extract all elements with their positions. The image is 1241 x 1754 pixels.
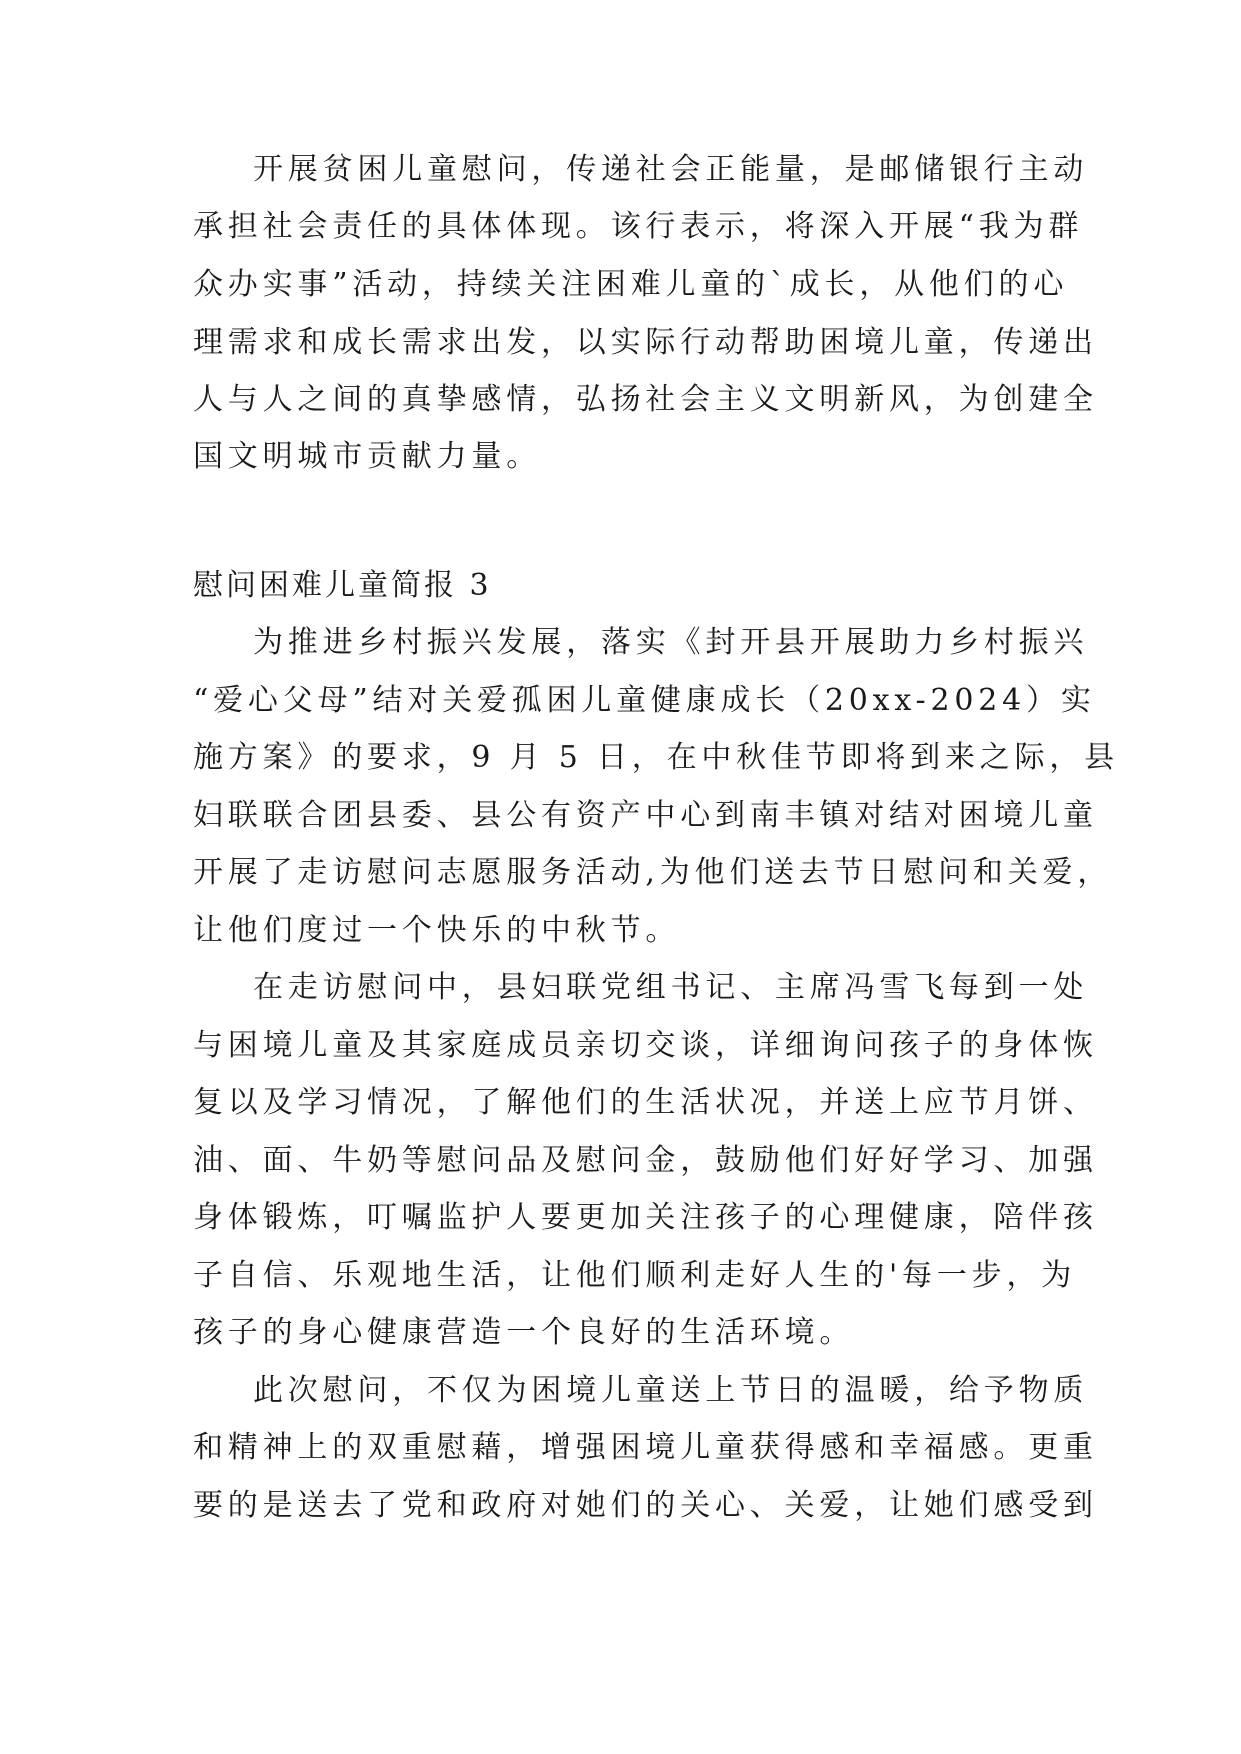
paragraph-3-line-2: 与困境儿童及其家庭成员亲切交谈，详细询问孩子的身体恢 — [193, 1028, 1098, 1063]
paragraph-2-line-4: 妇联联合团县委、县公有资产中心到南丰镇对结对困境儿童 — [193, 798, 1098, 833]
paragraph-4-line-2: 和精神上的双重慰藉，增强困境儿童获得感和幸福感。更重 — [193, 1430, 1098, 1465]
paragraph-3-line-4: 油、面、牛奶等慰问品及慰问金，鼓励他们好好学习、加强 — [193, 1143, 1098, 1178]
paragraph-2-line-1: 为推进乡村振兴发展，落实《封开县开展助力乡村振兴 — [253, 625, 1089, 660]
paragraph-3-line-3: 复以及学习情况，了解他们的生活状况，并送上应节月饼、 — [193, 1085, 1098, 1120]
paragraph-2-line-5: 开展了走访慰问志愿服务活动,为他们送去节日慰问和关爱， — [193, 855, 1113, 890]
paragraph-1-line-2: 承担社会责任的具体体现。该行表示，将深入开展“我为群 — [193, 209, 1084, 244]
paragraph-1-line-3: 众办实事”活动，持续关注困难儿童的`成长，从他们的心 — [193, 267, 1069, 302]
paragraph-3-line-6: 子自信、乐观地生活，让他们顺利走好人生的'每一步，为 — [193, 1258, 1077, 1293]
paragraph-1-line-6: 国文明城市贡献力量。 — [193, 439, 541, 474]
paragraph-2-line-3: 施方案》的要求，9 月 5 日，在中秋佳节即将到来之际，县 — [193, 740, 1119, 775]
paragraph-4-line-3: 要的是送去了党和政府对她们的关心、关爱，让她们感受到 — [193, 1488, 1098, 1523]
paragraph-2-line-6: 让他们度过一个快乐的中秋节。 — [193, 913, 681, 948]
paragraph-3-line-5: 身体锻炼，叮嘱监护人要更加关注孩子的心理健康，陪伴孩 — [193, 1200, 1098, 1235]
paragraph-1-line-1: 开展贫困儿童慰问，传递社会正能量，是邮储银行主动 — [253, 152, 1089, 187]
paragraph-4-line-1: 此次慰问，不仅为困境儿童送上节日的温暖，给予物质 — [253, 1373, 1089, 1408]
paragraph-1-line-4: 理需求和成长需求出发，以实际行动帮助困境儿童，传递出 — [193, 325, 1098, 360]
paragraph-1-line-5: 人与人之间的真挚感情，弘扬社会主义文明新风，为创建全 — [193, 382, 1098, 417]
paragraph-2-line-2: “爱心父母”结对关爱孤困儿童健康成长（20xx-2024）实 — [193, 683, 1096, 718]
section-heading: 慰问困难儿童简报 3 — [193, 568, 492, 603]
paragraph-3-line-7: 孩子的身心健康营造一个良好的生活环境。 — [193, 1315, 855, 1350]
paragraph-3-line-1: 在走访慰问中，县妇联党组书记、主席冯雪飞每到一处 — [253, 970, 1089, 1005]
